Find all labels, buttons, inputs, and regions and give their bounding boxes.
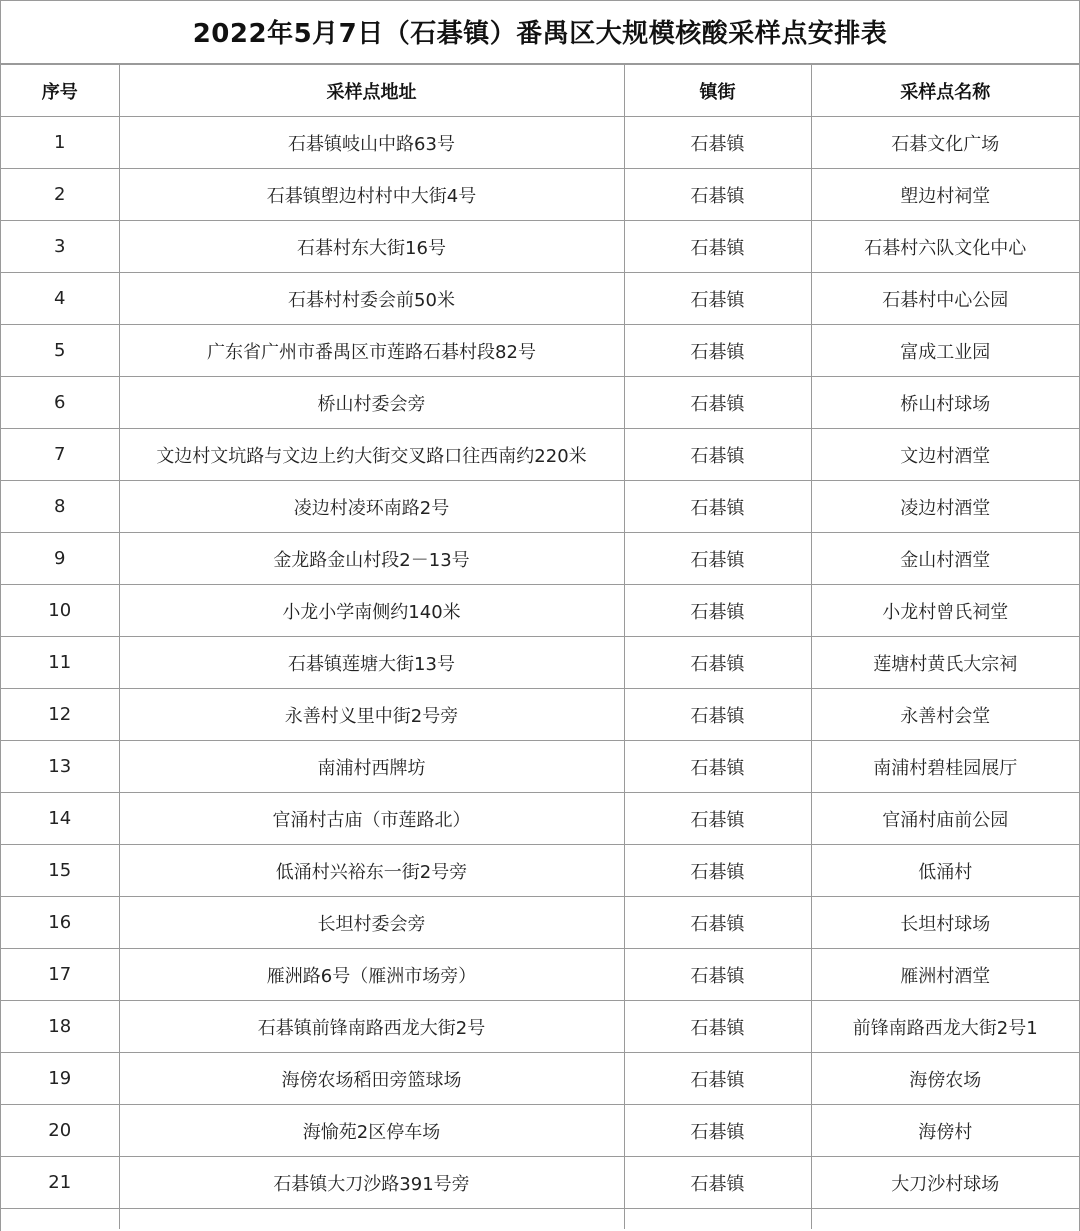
cell-seq: 14 [1,793,119,845]
cell-site-name: 桥山村球场 [811,377,1079,429]
table-row [1,325,1079,377]
sampling-sites-table [1,64,1079,1229]
empty-cell [119,1209,624,1230]
cell-town: 石碁镇 [624,377,811,429]
cell-address: 广东省广州市番禺区市莲路石碁村段82号 [119,325,624,377]
cell-town: 石碁镇 [624,221,811,273]
table-row [1,377,1079,429]
table-row [1,1001,1079,1053]
cell-town: 石碁镇 [624,897,811,949]
cell-town: 石碁镇 [624,1105,811,1157]
table-row [1,637,1079,689]
cell-seq: 8 [1,481,119,533]
cell-address: 永善村义里中街2号旁 [119,689,624,741]
cell-town: 石碁镇 [624,169,811,221]
table-row [1,741,1079,793]
cell-site-name: 小龙村曾氏祠堂 [811,585,1079,637]
table-row [1,429,1079,481]
header-town: 镇街 [624,65,811,117]
cell-seq: 6 [1,377,119,429]
table-row [1,1053,1079,1105]
cell-site-name: 前锋南路西龙大街2号1 [811,1001,1079,1053]
cell-site-name: 永善村会堂 [811,689,1079,741]
header-address: 采样点地址 [119,65,624,117]
cell-seq: 17 [1,949,119,1001]
cell-site-name: 海傍村 [811,1105,1079,1157]
cell-seq: 15 [1,845,119,897]
cell-site-name: 长坦村球场 [811,897,1079,949]
table-row [1,793,1079,845]
table-row [1,221,1079,273]
cell-town: 石碁镇 [624,325,811,377]
cell-seq: 3 [1,221,119,273]
table-row [1,949,1079,1001]
cell-site-name: 大刀沙村球场 [811,1157,1079,1209]
cell-site-name: 雁洲村酒堂 [811,949,1079,1001]
cell-seq: 16 [1,897,119,949]
cell-address: 南浦村西牌坊 [119,741,624,793]
cell-town: 石碁镇 [624,689,811,741]
cell-site-name: 低涌村 [811,845,1079,897]
cell-seq: 10 [1,585,119,637]
table-row [1,481,1079,533]
cell-address: 凌边村凌环南路2号 [119,481,624,533]
cell-address: 雁洲路6号（雁洲市场旁） [119,949,624,1001]
cell-site-name: 塱边村祠堂 [811,169,1079,221]
cell-seq: 11 [1,637,119,689]
cell-seq: 19 [1,1053,119,1105]
cell-address: 石碁镇塱边村村中大街4号 [119,169,624,221]
table-row [1,1105,1079,1157]
table-row-partial [1,1209,1079,1230]
cell-town: 石碁镇 [624,1001,811,1053]
table-body [1,117,1079,1230]
cell-address: 长坦村委会旁 [119,897,624,949]
cell-town: 石碁镇 [624,637,811,689]
cell-address: 低涌村兴裕东一街2号旁 [119,845,624,897]
cell-seq: 20 [1,1105,119,1157]
cell-address: 小龙小学南侧约140米 [119,585,624,637]
header-site-name: 采样点名称 [811,65,1079,117]
cell-site-name: 文边村酒堂 [811,429,1079,481]
cell-address: 官涌村古庙（市莲路北） [119,793,624,845]
cell-town: 石碁镇 [624,845,811,897]
cell-town: 石碁镇 [624,117,811,169]
cell-town: 石碁镇 [624,429,811,481]
cell-address: 桥山村委会旁 [119,377,624,429]
cell-town: 石碁镇 [624,273,811,325]
table-row [1,845,1079,897]
cell-seq: 1 [1,117,119,169]
table-row [1,585,1079,637]
cell-seq: 5 [1,325,119,377]
cell-seq: 2 [1,169,119,221]
cell-site-name: 金山村酒堂 [811,533,1079,585]
table-row [1,117,1079,169]
cell-address: 海傍农场稻田旁篮球场 [119,1053,624,1105]
cell-seq: 7 [1,429,119,481]
cell-site-name: 石碁村六队文化中心 [811,221,1079,273]
cell-seq: 13 [1,741,119,793]
table-row [1,689,1079,741]
cell-site-name: 莲塘村黄氏大宗祠 [811,637,1079,689]
table-row [1,897,1079,949]
cell-site-name: 南浦村碧桂园展厅 [811,741,1079,793]
cell-seq: 4 [1,273,119,325]
cell-address: 海愉苑2区停车场 [119,1105,624,1157]
cell-town: 石碁镇 [624,481,811,533]
cell-seq: 9 [1,533,119,585]
cell-town: 石碁镇 [624,585,811,637]
cell-address: 石碁镇前锋南路西龙大街2号 [119,1001,624,1053]
cell-address: 石碁村东大街16号 [119,221,624,273]
cell-site-name: 海傍农场 [811,1053,1079,1105]
table-header-row [1,65,1079,117]
cell-address: 金龙路金山村段2－13号 [119,533,624,585]
cell-town: 石碁镇 [624,533,811,585]
cell-address: 石碁村村委会前50米 [119,273,624,325]
cell-seq: 18 [1,1001,119,1053]
cell-town: 石碁镇 [624,1157,811,1209]
cell-address: 石碁镇大刀沙路391号旁 [119,1157,624,1209]
cell-seq: 21 [1,1157,119,1209]
empty-cell [1,1209,119,1230]
cell-site-name: 凌边村酒堂 [811,481,1079,533]
cell-town: 石碁镇 [624,1053,811,1105]
cell-site-name: 石碁文化广场 [811,117,1079,169]
cell-address: 石碁镇岐山中路63号 [119,117,624,169]
cell-town: 石碁镇 [624,793,811,845]
cell-address: 文边村文坑路与文边上约大街交叉路口往西南约220米 [119,429,624,481]
header-seq: 序号 [1,65,119,117]
table-row [1,1157,1079,1209]
table-row [1,169,1079,221]
cell-town: 石碁镇 [624,741,811,793]
cell-site-name: 官涌村庙前公园 [811,793,1079,845]
empty-cell [811,1209,1079,1230]
table-row [1,273,1079,325]
empty-cell [624,1209,811,1230]
cell-seq: 12 [1,689,119,741]
table-row [1,533,1079,585]
page-title: 2022年5月7日（石碁镇）番禺区大规模核酸采样点安排表 [1,0,1079,64]
cell-town: 石碁镇 [624,949,811,1001]
cell-site-name: 富成工业园 [811,325,1079,377]
cell-site-name: 石碁村中心公园 [811,273,1079,325]
cell-address: 石碁镇莲塘大街13号 [119,637,624,689]
